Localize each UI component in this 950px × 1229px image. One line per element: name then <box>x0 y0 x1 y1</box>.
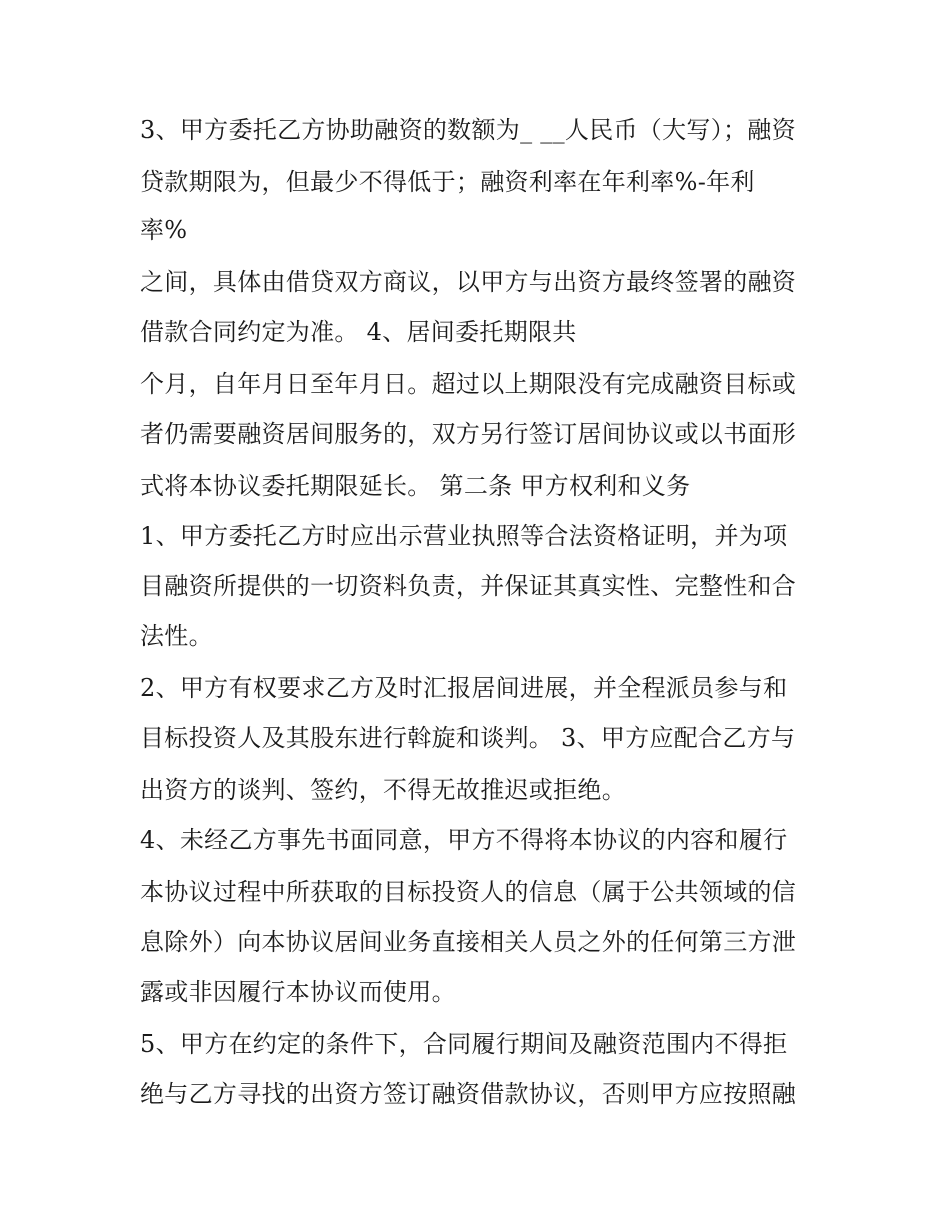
text-line: 出资方的谈判、签约，不得无故推迟或拒绝。 <box>140 776 626 804</box>
text-line: 3、甲方委托乙方协助融资的数额为_ __人民币（大写）；融资 <box>140 116 796 144</box>
text-line: 息除外）向本协议居间业务直接相关人员之外的任何第三方泄 <box>140 928 797 956</box>
text-line: 目融资所提供的一切资料负责，并保证其真实性、完整性和合 <box>140 572 797 600</box>
text-line: 目标投资人及其股东进行斡旋和谈判。 3、甲方应配合乙方与 <box>140 724 796 752</box>
text-line: 2、甲方有权要求乙方及时汇报居间进展，并全程派员参与和 <box>140 674 788 702</box>
text-line: 法性。 <box>140 622 213 650</box>
text-line: 之间，具体由借贷双方商议，以甲方与出资方最终签署的融资 <box>140 268 797 296</box>
text-line: 1、甲方委托乙方时应出示营业执照等合法资格证明，并为项 <box>140 522 788 550</box>
text-line: 5、甲方在约定的条件下，合同履行期间及融资范围内不得拒 <box>140 1030 788 1058</box>
text-line: 式将本协议委托期限延长。 第二条 甲方权利和义务 <box>140 472 691 500</box>
text-line: 露或非因履行本协议而使用。 <box>140 978 456 1006</box>
text-line: 者仍需要融资居间服务的，双方另行签订居间协议或以书面形 <box>140 420 797 448</box>
text-line: 绝与乙方寻找的出资方签订融资借款协议，否则甲方应按照融 <box>140 1080 797 1108</box>
text-line: 4、未经乙方事先书面同意，甲方不得将本协议的内容和履行 <box>140 826 788 854</box>
text-line: 本协议过程中所获取的目标投资人的信息（属于公共领域的信 <box>140 878 797 906</box>
text-line: 个月，自年月日至年月日。超过以上期限没有完成融资目标或 <box>140 370 797 398</box>
text-line: 借款合同约定为准。 4、居间委托期限共 <box>140 318 577 346</box>
text-line: 贷款期限为，但最少不得低于；融资利率在年利率%-年利 <box>140 168 755 196</box>
text-line: 率% <box>140 216 188 244</box>
